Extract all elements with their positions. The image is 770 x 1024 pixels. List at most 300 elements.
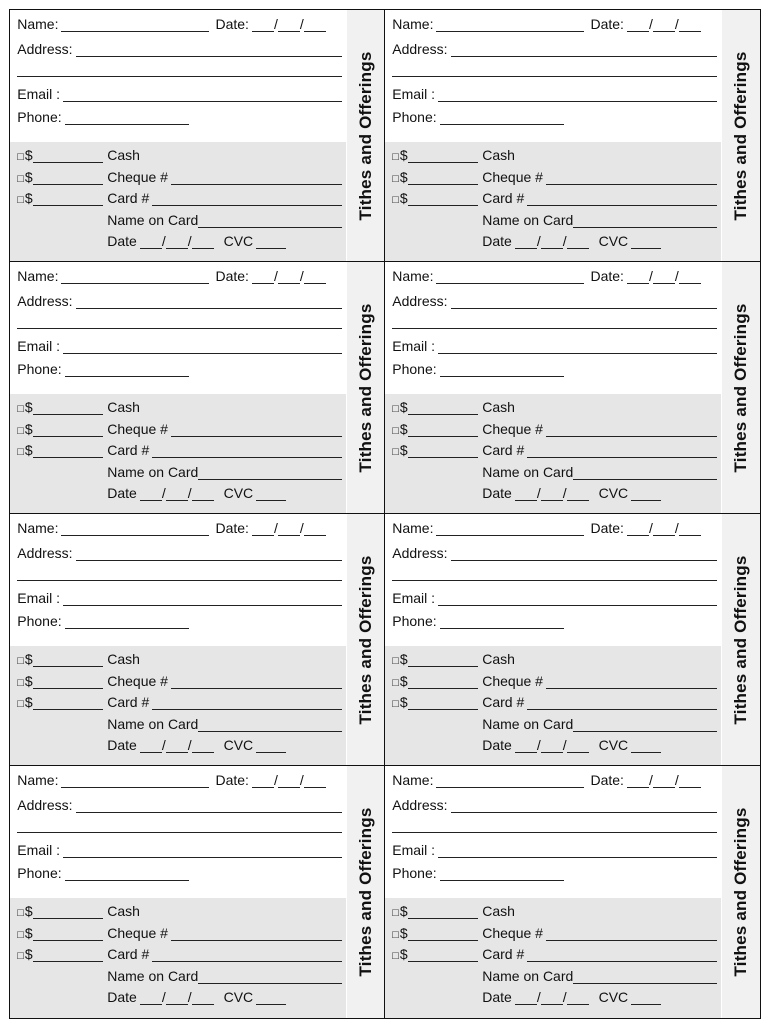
email-field[interactable]: [63, 844, 342, 858]
date-separator: /: [536, 989, 541, 1006]
card-amount-field[interactable]: [408, 696, 478, 710]
payment-section: [10, 394, 346, 514]
amount-prefix: $: [24, 190, 33, 207]
donor-info-section: [385, 10, 721, 142]
card-expiry-month-field[interactable]: [140, 235, 162, 249]
phone-label: Phone:: [17, 613, 62, 630]
name-on-card-label: Name on Card: [482, 968, 574, 985]
slip-form-area: [385, 262, 721, 514]
card-expiry-month-field[interactable]: [515, 739, 537, 753]
card-expiry-day-field[interactable]: [166, 991, 188, 1005]
card-number-field[interactable]: [527, 696, 717, 710]
card-amount-field[interactable]: [408, 948, 478, 962]
cheque-number-field[interactable]: [546, 675, 717, 689]
address-label: Address:: [392, 797, 448, 814]
card-label: Card #: [107, 442, 150, 459]
email-field[interactable]: [438, 844, 717, 858]
cheque-checkbox[interactable]: □: [17, 929, 24, 942]
amount-prefix: $: [24, 925, 33, 942]
address-field[interactable]: [76, 547, 343, 561]
date-separator: /: [562, 485, 567, 502]
card-expiry-day-field[interactable]: [166, 235, 188, 249]
cheque-checkbox[interactable]: □: [17, 425, 24, 438]
cheque-amount-field[interactable]: [408, 927, 478, 941]
phone-label: Phone:: [17, 361, 62, 378]
name-label: Name:: [17, 772, 59, 789]
cvc-label: CVC: [598, 737, 629, 754]
donor-info-section: [10, 262, 346, 394]
cheque-number-field[interactable]: [171, 675, 342, 689]
date-separator: /: [273, 772, 278, 789]
date-separator: /: [674, 772, 679, 789]
cheque-label: Cheque #: [107, 169, 168, 186]
name-label: Name:: [392, 16, 434, 33]
card-expiry-day-field[interactable]: [541, 487, 563, 501]
date-year-field[interactable]: [304, 774, 326, 788]
amount-prefix: $: [399, 442, 408, 459]
address-label: Address:: [17, 41, 73, 58]
amount-prefix: $: [24, 442, 33, 459]
address-line-2-field[interactable]: [17, 328, 342, 329]
cheque-amount-field[interactable]: [408, 675, 478, 689]
date-month-field[interactable]: [252, 270, 274, 284]
email-field[interactable]: [63, 592, 342, 606]
cash-amount-field[interactable]: [408, 149, 478, 163]
cheque-amount-field[interactable]: [408, 423, 478, 437]
card-number-field[interactable]: [152, 948, 342, 962]
card-label: Card #: [482, 694, 525, 711]
card-expiry-year-field[interactable]: [192, 991, 214, 1005]
cash-checkbox[interactable]: □: [17, 907, 24, 920]
card-number-field[interactable]: [527, 444, 717, 458]
cvc-field[interactable]: [256, 487, 286, 501]
phone-field[interactable]: [65, 867, 189, 881]
address-field[interactable]: [451, 799, 718, 813]
card-date-label: Date: [107, 989, 137, 1006]
card-expiry-year-field[interactable]: [567, 991, 589, 1005]
date-day-field[interactable]: [278, 270, 300, 284]
card-expiry-year-field[interactable]: [192, 487, 214, 501]
card-checkbox[interactable]: □: [17, 446, 24, 459]
address-label: Address:: [392, 41, 448, 58]
email-field[interactable]: [63, 88, 342, 102]
slip-title: Tithes and Offerings: [355, 555, 375, 725]
cash-checkbox[interactable]: □: [17, 151, 24, 164]
name-on-card-field[interactable]: [573, 214, 717, 228]
cvc-label: CVC: [598, 989, 629, 1006]
slip-title-sidebar: [347, 262, 385, 514]
date-month-field[interactable]: [627, 270, 649, 284]
date-separator: /: [562, 989, 567, 1006]
card-number-field[interactable]: [152, 444, 342, 458]
date-year-field[interactable]: [304, 18, 326, 32]
cheque-label: Cheque #: [482, 925, 543, 942]
date-separator: /: [562, 737, 567, 754]
address-line-2-field[interactable]: [17, 832, 342, 833]
amount-prefix: $: [399, 946, 408, 963]
card-checkbox[interactable]: □: [392, 950, 399, 963]
date-month-field[interactable]: [252, 522, 274, 536]
cash-checkbox[interactable]: □: [17, 655, 24, 668]
date-label: Date:: [590, 268, 624, 285]
tithe-slip-1: [9, 9, 386, 263]
tithe-slip-2: [384, 9, 761, 263]
donor-info-section: [385, 514, 721, 646]
date-day-field[interactable]: [278, 18, 300, 32]
card-expiry-year-field[interactable]: [192, 235, 214, 249]
name-field[interactable]: [61, 270, 209, 284]
amount-prefix: $: [399, 694, 408, 711]
amount-prefix: $: [24, 673, 33, 690]
address-field[interactable]: [451, 547, 718, 561]
date-year-field[interactable]: [679, 18, 701, 32]
cheque-amount-field[interactable]: [33, 423, 103, 437]
address-line-2-field[interactable]: [392, 832, 717, 833]
address-field[interactable]: [451, 295, 718, 309]
cvc-label: CVC: [223, 737, 254, 754]
name-on-card-field[interactable]: [198, 214, 342, 228]
cash-amount-field[interactable]: [408, 653, 478, 667]
amount-prefix: $: [24, 903, 33, 920]
phone-field[interactable]: [440, 615, 564, 629]
payment-section: [10, 898, 346, 1018]
slip-form-area: [385, 514, 721, 766]
cheque-number-field[interactable]: [546, 423, 717, 437]
cash-checkbox[interactable]: □: [392, 403, 399, 416]
cheque-checkbox[interactable]: □: [392, 425, 399, 438]
amount-prefix: $: [399, 673, 408, 690]
date-separator: /: [273, 16, 278, 33]
name-label: Name:: [17, 520, 59, 537]
card-expiry-month-field[interactable]: [515, 487, 537, 501]
payment-section: [10, 142, 346, 262]
cheque-label: Cheque #: [107, 925, 168, 942]
slip-title-sidebar: [722, 262, 760, 514]
cash-checkbox[interactable]: □: [17, 403, 24, 416]
cash-amount-field[interactable]: [33, 401, 103, 415]
phone-field[interactable]: [65, 111, 189, 125]
address-field[interactable]: [76, 799, 343, 813]
phone-field[interactable]: [440, 111, 564, 125]
name-field[interactable]: [436, 270, 584, 284]
date-separator: /: [299, 772, 304, 789]
cash-checkbox[interactable]: □: [392, 655, 399, 668]
email-label: Email :: [17, 590, 61, 607]
cash-checkbox[interactable]: □: [392, 151, 399, 164]
date-label: Date:: [215, 520, 249, 537]
card-checkbox[interactable]: □: [392, 194, 399, 207]
card-amount-field[interactable]: [408, 444, 478, 458]
date-year-field[interactable]: [679, 522, 701, 536]
card-expiry-year-field[interactable]: [567, 487, 589, 501]
card-amount-field[interactable]: [33, 444, 103, 458]
slip-form-area: [385, 766, 721, 1018]
name-on-card-label: Name on Card: [107, 968, 199, 985]
date-separator: /: [161, 989, 166, 1006]
card-checkbox[interactable]: □: [17, 194, 24, 207]
donor-info-section: [10, 766, 346, 898]
date-month-field[interactable]: [252, 18, 274, 32]
cash-amount-field[interactable]: [408, 905, 478, 919]
name-field[interactable]: [436, 18, 584, 32]
slip-title-sidebar: [347, 514, 385, 766]
tithe-slip-3: [9, 261, 386, 515]
name-on-card-field[interactable]: [198, 718, 342, 732]
card-date-label: Date: [107, 233, 137, 250]
card-number-field[interactable]: [527, 948, 717, 962]
email-label: Email :: [17, 86, 61, 103]
date-separator: /: [273, 520, 278, 537]
card-checkbox[interactable]: □: [392, 698, 399, 711]
name-on-card-field[interactable]: [573, 466, 717, 480]
card-number-field[interactable]: [152, 696, 342, 710]
amount-prefix: $: [399, 925, 408, 942]
date-day-field[interactable]: [653, 270, 675, 284]
card-number-field[interactable]: [527, 192, 717, 206]
name-on-card-label: Name on Card: [107, 716, 199, 733]
cheque-checkbox[interactable]: □: [392, 929, 399, 942]
cvc-field[interactable]: [631, 739, 661, 753]
card-date-label: Date: [482, 989, 512, 1006]
amount-prefix: $: [399, 190, 408, 207]
address-line-2-field[interactable]: [17, 76, 342, 77]
slip-title: Tithes and Offerings: [730, 51, 750, 221]
card-expiry-day-field[interactable]: [541, 739, 563, 753]
date-year-field[interactable]: [304, 270, 326, 284]
amount-prefix: $: [399, 903, 408, 920]
amount-prefix: $: [24, 421, 33, 438]
name-field[interactable]: [436, 522, 584, 536]
cash-label: Cash: [482, 651, 515, 668]
slip-title: Tithes and Offerings: [355, 807, 375, 977]
date-separator: /: [536, 737, 541, 754]
cheque-checkbox[interactable]: □: [392, 677, 399, 690]
card-expiry-day-field[interactable]: [541, 991, 563, 1005]
slip-title: Tithes and Offerings: [355, 303, 375, 473]
card-expiry-month-field[interactable]: [515, 991, 537, 1005]
cvc-label: CVC: [598, 233, 629, 250]
date-separator: /: [648, 16, 653, 33]
cash-label: Cash: [107, 651, 140, 668]
cheque-label: Cheque #: [482, 673, 543, 690]
cheque-label: Cheque #: [482, 421, 543, 438]
cheque-amount-field[interactable]: [33, 171, 103, 185]
card-label: Card #: [107, 946, 150, 963]
slip-title: Tithes and Offerings: [730, 807, 750, 977]
amount-prefix: $: [24, 399, 33, 416]
card-date-label: Date: [482, 233, 512, 250]
card-checkbox[interactable]: □: [17, 950, 24, 963]
date-separator: /: [562, 233, 567, 250]
cash-amount-field[interactable]: [33, 905, 103, 919]
payment-section: [385, 646, 721, 766]
name-label: Name:: [392, 772, 434, 789]
cvc-field[interactable]: [256, 991, 286, 1005]
cheque-number-field[interactable]: [546, 927, 717, 941]
card-expiry-year-field[interactable]: [192, 739, 214, 753]
amount-prefix: $: [24, 946, 33, 963]
date-day-field[interactable]: [653, 522, 675, 536]
cvc-field[interactable]: [631, 991, 661, 1005]
date-separator: /: [187, 989, 192, 1006]
cheque-checkbox[interactable]: □: [392, 173, 399, 186]
cash-amount-field[interactable]: [33, 653, 103, 667]
card-expiry-day-field[interactable]: [541, 235, 563, 249]
cash-amount-field[interactable]: [33, 149, 103, 163]
date-separator: /: [674, 520, 679, 537]
date-day-field[interactable]: [653, 774, 675, 788]
name-label: Name:: [17, 268, 59, 285]
tithe-slip-6: [384, 513, 761, 767]
card-checkbox[interactable]: □: [17, 698, 24, 711]
phone-field[interactable]: [440, 363, 564, 377]
date-label: Date:: [215, 772, 249, 789]
tithe-slip-5: [9, 513, 386, 767]
date-year-field[interactable]: [679, 774, 701, 788]
date-separator: /: [161, 737, 166, 754]
cvc-field[interactable]: [631, 487, 661, 501]
slip-form-area: [10, 514, 346, 766]
address-line-2-field[interactable]: [392, 76, 717, 77]
tithe-slip-8: [384, 765, 761, 1019]
email-label: Email :: [392, 338, 436, 355]
card-expiry-month-field[interactable]: [515, 235, 537, 249]
address-label: Address:: [17, 293, 73, 310]
date-separator: /: [299, 268, 304, 285]
date-label: Date:: [590, 520, 624, 537]
name-field[interactable]: [61, 18, 209, 32]
card-number-field[interactable]: [152, 192, 342, 206]
address-field[interactable]: [76, 295, 343, 309]
email-field[interactable]: [438, 592, 717, 606]
phone-field[interactable]: [65, 615, 189, 629]
date-month-field[interactable]: [627, 18, 649, 32]
address-line-2-field[interactable]: [17, 580, 342, 581]
address-label: Address:: [17, 797, 73, 814]
date-label: Date:: [590, 772, 624, 789]
name-on-card-label: Name on Card: [107, 212, 199, 229]
card-expiry-month-field[interactable]: [140, 739, 162, 753]
card-amount-field[interactable]: [33, 696, 103, 710]
name-on-card-label: Name on Card: [482, 716, 574, 733]
card-expiry-year-field[interactable]: [567, 739, 589, 753]
email-label: Email :: [17, 338, 61, 355]
name-on-card-field[interactable]: [573, 970, 717, 984]
phone-field[interactable]: [440, 867, 564, 881]
email-field[interactable]: [438, 340, 717, 354]
date-day-field[interactable]: [653, 18, 675, 32]
date-month-field[interactable]: [252, 774, 274, 788]
donor-info-section: [385, 766, 721, 898]
cheque-number-field[interactable]: [171, 423, 342, 437]
date-label: Date:: [590, 16, 624, 33]
address-label: Address:: [17, 545, 73, 562]
cvc-label: CVC: [598, 485, 629, 502]
slip-form-area: [10, 766, 346, 1018]
address-field[interactable]: [76, 43, 343, 57]
card-amount-field[interactable]: [408, 192, 478, 206]
card-date-label: Date: [482, 485, 512, 502]
amount-prefix: $: [399, 169, 408, 186]
card-label: Card #: [482, 946, 525, 963]
tithe-slip-7: [9, 765, 386, 1019]
card-expiry-year-field[interactable]: [567, 235, 589, 249]
cheque-checkbox[interactable]: □: [17, 173, 24, 186]
email-label: Email :: [392, 590, 436, 607]
card-expiry-month-field[interactable]: [140, 991, 162, 1005]
cheque-amount-field[interactable]: [408, 171, 478, 185]
cash-label: Cash: [482, 903, 515, 920]
cash-checkbox[interactable]: □: [392, 907, 399, 920]
name-on-card-field[interactable]: [573, 718, 717, 732]
address-line-2-field[interactable]: [392, 580, 717, 581]
cheque-number-field[interactable]: [546, 171, 717, 185]
card-checkbox[interactable]: □: [392, 446, 399, 459]
name-on-card-label: Name on Card: [482, 464, 574, 481]
cvc-field[interactable]: [256, 235, 286, 249]
card-expiry-month-field[interactable]: [140, 487, 162, 501]
phone-field[interactable]: [65, 363, 189, 377]
date-year-field[interactable]: [304, 522, 326, 536]
card-expiry-day-field[interactable]: [166, 739, 188, 753]
email-label: Email :: [17, 842, 61, 859]
card-amount-field[interactable]: [33, 948, 103, 962]
date-separator: /: [536, 485, 541, 502]
cash-label: Cash: [482, 399, 515, 416]
date-month-field[interactable]: [627, 774, 649, 788]
tithe-slip-4: [384, 261, 761, 515]
name-field[interactable]: [61, 774, 209, 788]
cash-amount-field[interactable]: [408, 401, 478, 415]
amount-prefix: $: [399, 651, 408, 668]
cheque-amount-field[interactable]: [33, 927, 103, 941]
phone-label: Phone:: [17, 865, 62, 882]
address-field[interactable]: [451, 43, 718, 57]
name-on-card-field[interactable]: [198, 466, 342, 480]
phone-label: Phone:: [392, 361, 437, 378]
name-field[interactable]: [436, 774, 584, 788]
date-month-field[interactable]: [627, 522, 649, 536]
payment-section: [385, 142, 721, 262]
date-separator: /: [187, 737, 192, 754]
card-label: Card #: [482, 442, 525, 459]
card-expiry-day-field[interactable]: [166, 487, 188, 501]
email-field[interactable]: [63, 340, 342, 354]
cheque-number-field[interactable]: [171, 171, 342, 185]
phone-label: Phone:: [17, 109, 62, 126]
cheque-amount-field[interactable]: [33, 675, 103, 689]
date-day-field[interactable]: [278, 522, 300, 536]
slip-title-sidebar: [722, 514, 760, 766]
cheque-number-field[interactable]: [171, 927, 342, 941]
cheque-label: Cheque #: [107, 673, 168, 690]
slip-form-area: [10, 10, 346, 262]
email-field[interactable]: [438, 88, 717, 102]
name-field[interactable]: [61, 522, 209, 536]
card-amount-field[interactable]: [33, 192, 103, 206]
slip-title-sidebar: [722, 766, 760, 1018]
date-day-field[interactable]: [278, 774, 300, 788]
cheque-checkbox[interactable]: □: [17, 677, 24, 690]
payment-section: [385, 394, 721, 514]
cvc-field[interactable]: [631, 235, 661, 249]
date-year-field[interactable]: [679, 270, 701, 284]
date-separator: /: [648, 520, 653, 537]
address-label: Address:: [392, 545, 448, 562]
name-on-card-field[interactable]: [198, 970, 342, 984]
address-line-2-field[interactable]: [392, 328, 717, 329]
cvc-field[interactable]: [256, 739, 286, 753]
